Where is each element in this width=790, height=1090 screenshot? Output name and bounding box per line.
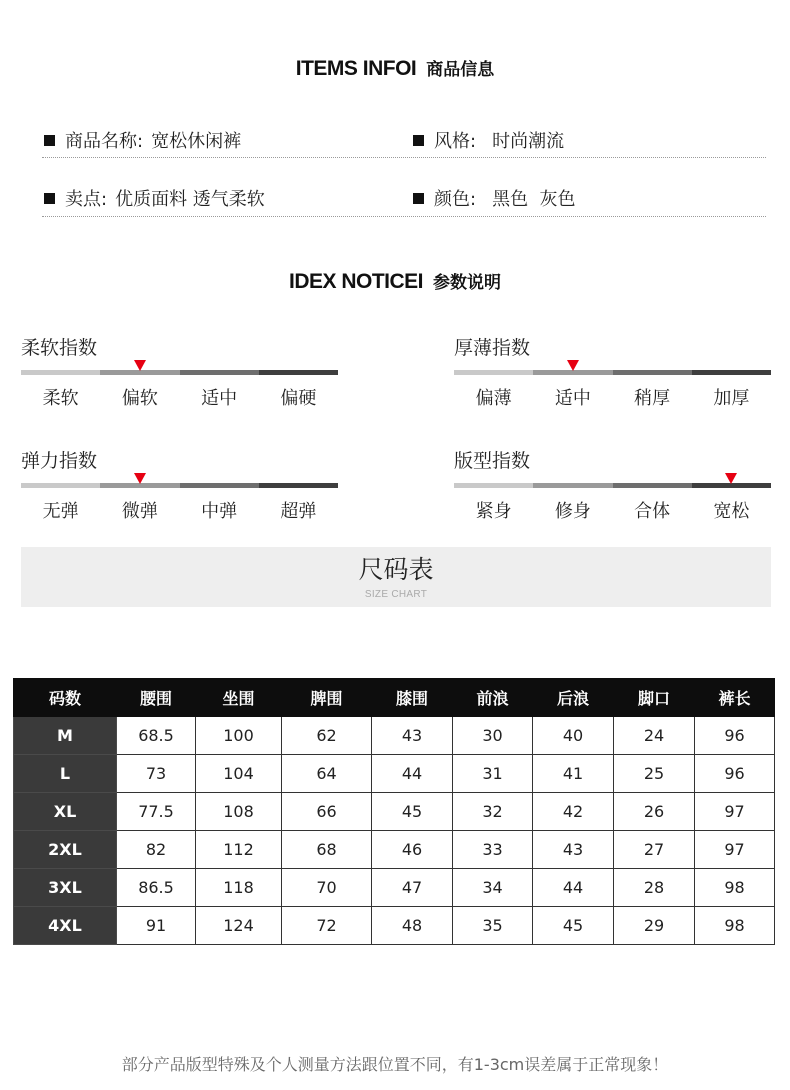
info-value: 黑色 灰色	[492, 189, 576, 210]
index-option: 中弹	[201, 501, 238, 522]
table-row	[14, 869, 775, 907]
table-cell: 29	[614, 907, 695, 945]
elasticity-index-labels	[21, 497, 338, 523]
column-header: 后浪	[533, 679, 614, 717]
fit-index-marker-icon	[725, 473, 737, 484]
elasticity-index-bar	[21, 483, 338, 488]
table-cell: 30	[453, 717, 533, 755]
thickness-index-labels	[454, 384, 771, 410]
table-cell: 44	[372, 755, 453, 793]
info-product-name	[44, 127, 241, 153]
thickness-index-marker-icon	[567, 360, 579, 371]
size-code-cell: M	[14, 717, 117, 755]
table-cell: 24	[614, 717, 695, 755]
items-info-title-en: ITEMS INFOI	[295, 57, 417, 80]
table-cell: 64	[282, 755, 372, 793]
table-cell: 33	[453, 831, 533, 869]
size-chart-title-cn: 尺码表	[358, 555, 434, 584]
square-bullet-icon	[44, 135, 55, 146]
index-notice-title	[0, 268, 790, 294]
table-cell: 66	[282, 793, 372, 831]
column-header: 膝围	[372, 679, 453, 717]
table-cell: 112	[196, 831, 282, 869]
table-cell: 31	[453, 755, 533, 793]
column-header: 裤长	[695, 679, 775, 717]
table-cell: 97	[695, 831, 775, 869]
table-cell: 42	[533, 793, 614, 831]
table-cell: 44	[533, 869, 614, 907]
table-cell: 25	[614, 755, 695, 793]
index-option: 无弹	[42, 501, 79, 522]
table-cell: 97	[695, 793, 775, 831]
items-info-title	[0, 55, 790, 81]
table-cell: 98	[695, 907, 775, 945]
table-cell: 35	[453, 907, 533, 945]
table-cell: 82	[117, 831, 196, 869]
index-option: 超弹	[280, 501, 317, 522]
index-option: 修身	[554, 501, 591, 522]
size-chart-title-en: SIZE CHART	[364, 589, 428, 600]
table-cell: 124	[196, 907, 282, 945]
column-header: 码数	[14, 679, 117, 717]
index-option: 偏薄	[475, 388, 512, 409]
index-option: 宽松	[713, 501, 750, 522]
index-option: 偏软	[121, 388, 158, 409]
info-label: 卖点:	[65, 189, 108, 210]
table-cell: 108	[196, 793, 282, 831]
index-option: 加厚	[713, 388, 750, 409]
table-cell: 47	[372, 869, 453, 907]
table-cell: 96	[695, 755, 775, 793]
dotted-divider	[42, 157, 766, 158]
fit-index-labels	[454, 497, 771, 523]
size-table-header-row	[14, 679, 775, 717]
table-cell: 62	[282, 717, 372, 755]
size-code-cell: 3XL	[14, 869, 117, 907]
size-table	[13, 678, 775, 945]
index-option: 适中	[201, 388, 238, 409]
softness-index-labels	[21, 384, 338, 410]
table-row	[14, 755, 775, 793]
info-value: 宽松休闲裤	[151, 131, 242, 152]
info-value: 优质面料 透气柔软	[115, 189, 265, 210]
table-cell: 96	[695, 717, 775, 755]
table-cell: 91	[117, 907, 196, 945]
measurement-footnote: 部分产品版型特殊及个人测量方法跟位置不同，有1-3cm误差属于正常现象！	[121, 1055, 669, 1074]
table-cell: 100	[196, 717, 282, 755]
column-header: 腰围	[117, 679, 196, 717]
softness-index-bar	[21, 370, 338, 375]
table-row	[14, 717, 775, 755]
info-label: 风格:	[434, 131, 477, 152]
softness-index-title: 柔软指数	[21, 337, 98, 359]
info-style	[413, 127, 564, 153]
table-cell: 77.5	[117, 793, 196, 831]
table-cell: 28	[614, 869, 695, 907]
index-option: 紧身	[475, 501, 512, 522]
column-header: 脾围	[282, 679, 372, 717]
table-cell: 43	[533, 831, 614, 869]
table-cell: 41	[533, 755, 614, 793]
table-cell: 27	[614, 831, 695, 869]
info-value: 时尚潮流	[492, 131, 565, 152]
size-code-cell: 2XL	[14, 831, 117, 869]
table-cell: 32	[453, 793, 533, 831]
size-code-cell: 4XL	[14, 907, 117, 945]
table-row	[14, 907, 775, 945]
column-header: 坐围	[196, 679, 282, 717]
table-cell: 68.5	[117, 717, 196, 755]
table-row	[14, 831, 775, 869]
table-row	[14, 793, 775, 831]
index-option: 柔软	[42, 388, 79, 409]
index-option: 合体	[634, 501, 671, 522]
softness-index-marker-icon	[134, 360, 146, 371]
table-cell: 26	[614, 793, 695, 831]
table-cell: 40	[533, 717, 614, 755]
table-cell: 72	[282, 907, 372, 945]
thickness-index-title: 厚薄指数	[454, 337, 531, 359]
table-cell: 104	[196, 755, 282, 793]
items-info-title-cn: 商品信息	[426, 60, 495, 80]
size-code-cell: XL	[14, 793, 117, 831]
square-bullet-icon	[413, 193, 424, 204]
info-label: 商品名称:	[65, 131, 144, 152]
table-cell: 98	[695, 869, 775, 907]
table-cell: 70	[282, 869, 372, 907]
table-cell: 68	[282, 831, 372, 869]
index-option: 偏硬	[280, 388, 317, 409]
elasticity-index-title: 弹力指数	[21, 450, 98, 472]
table-cell: 86.5	[117, 869, 196, 907]
index-notice-title-en: IDEX NOTICEI	[288, 270, 424, 293]
size-code-cell: L	[14, 755, 117, 793]
table-cell: 45	[372, 793, 453, 831]
index-option: 适中	[554, 388, 591, 409]
table-cell: 43	[372, 717, 453, 755]
table-cell: 48	[372, 907, 453, 945]
size-chart-banner	[21, 547, 771, 607]
info-selling-point	[44, 185, 265, 211]
elasticity-index-marker-icon	[134, 473, 146, 484]
info-label: 颜色:	[434, 189, 477, 210]
fit-index-title: 版型指数	[454, 450, 531, 472]
square-bullet-icon	[44, 193, 55, 204]
column-header: 前浪	[453, 679, 533, 717]
index-notice-title-cn: 参数说明	[433, 273, 502, 293]
index-option: 微弹	[121, 501, 158, 522]
table-cell: 34	[453, 869, 533, 907]
table-cell: 118	[196, 869, 282, 907]
column-header: 脚口	[614, 679, 695, 717]
thickness-index-bar	[454, 370, 771, 375]
info-color	[413, 185, 576, 211]
table-cell: 73	[117, 755, 196, 793]
table-cell: 46	[372, 831, 453, 869]
square-bullet-icon	[413, 135, 424, 146]
dotted-divider	[42, 216, 766, 217]
table-cell: 45	[533, 907, 614, 945]
index-option: 稍厚	[634, 388, 671, 409]
fit-index-bar	[454, 483, 771, 488]
